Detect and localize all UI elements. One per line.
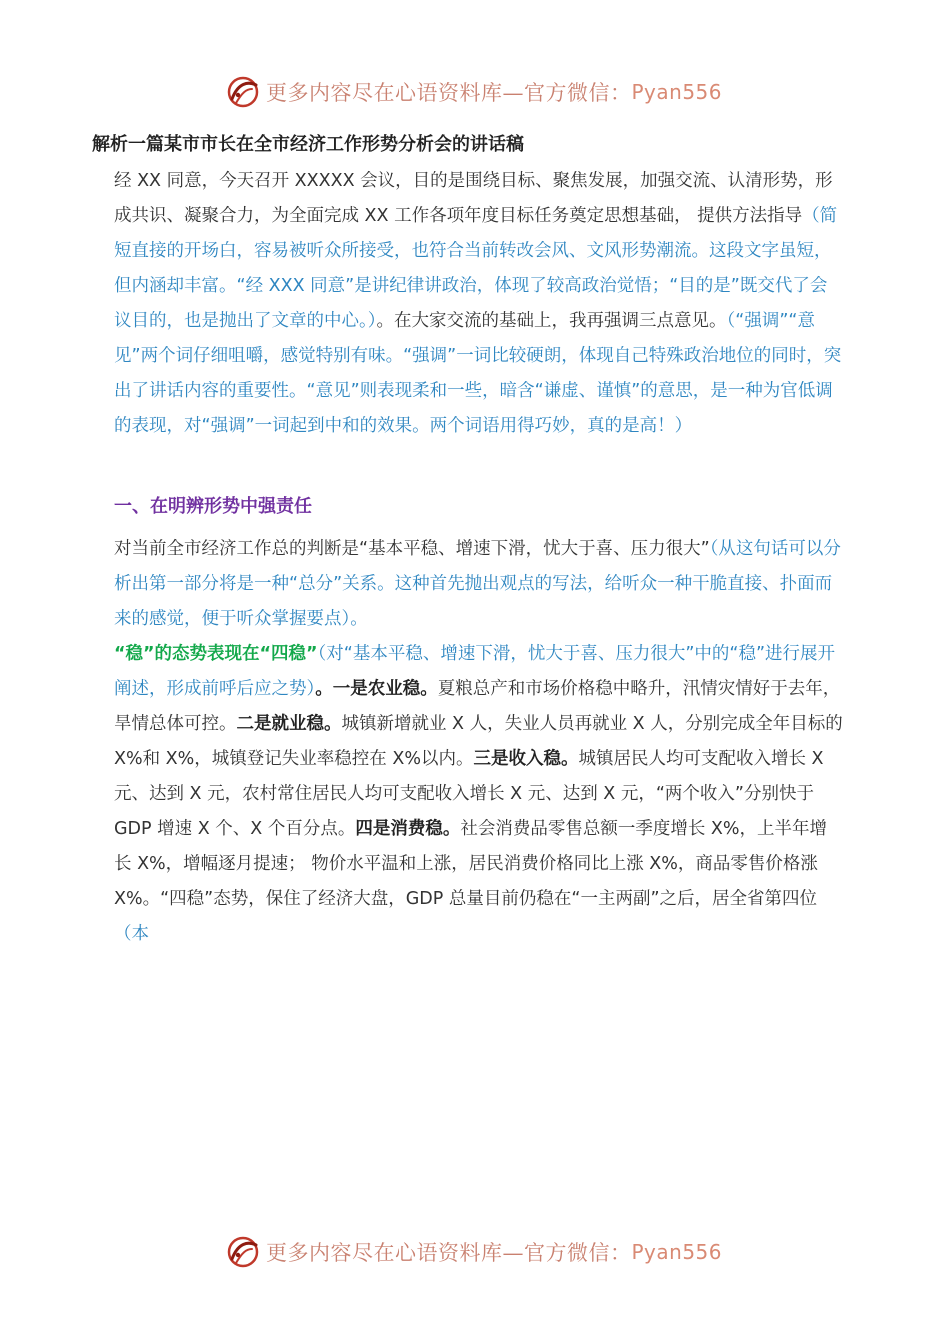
watermark-text: 更多内容尽在心语资料库—官方微信： bbox=[266, 1241, 632, 1265]
item-2-text: 城镇新增就业 X 人，失业人员再就业 X 人，分别完成全年目标的 X%和 X%，城镇登记失业率稳控在 X%以内。 bbox=[114, 714, 843, 769]
sub-heading: “稳”的态势表现在“四稳” bbox=[114, 644, 318, 664]
logo-icon bbox=[226, 75, 260, 109]
watermark-text: 更多内容尽在心语资料库—官方微信： bbox=[266, 81, 632, 105]
item-4-text: 社会消费品零售总额一季度增长 X%，上半年增长 X%，增幅逐月提速； 物价水平温和上涨，居民消费价格同比上涨 X%，商品零售价格涨 X%。“四稳”态势，保住了经济大盘，GDP 总量目前仍稳在“一主两副”之后，居全省第四位 bbox=[114, 819, 828, 909]
watermark-footer bbox=[226, 1235, 722, 1269]
intro-paragraph bbox=[114, 164, 844, 444]
intro-note-2: （“强调”“意见”两个词仔细咀嚼，感觉特别有味。“强调”一词比较硬朗，体现自己特殊政治地位的同时，突出了讲话内容的重要性。“意见”则表现柔和一些，暗含“谦虚、谨慎”的意思，是一种为官低调的表现，对“强调”一词起到中和的效果。两个词语用得巧妙，真的是高！） bbox=[114, 311, 842, 436]
section-heading: 一、在明辨形势中强责任 bbox=[114, 496, 312, 517]
watermark-id: Pyan556 bbox=[631, 80, 723, 104]
judgement-paragraph bbox=[114, 532, 844, 637]
sub-note: （对“基本平稳、增速下滑，忧大于喜、压力很大”中的“稳”进行展开阐述，形成前呼后应之势） bbox=[114, 644, 836, 699]
item-3-text: 城镇居民人均可支配收入增长 X 元、达到 X 元，农村常住居民人均可支配收入增长 X 元、达到 X 元，“两个收入”分别快于 GDP 增速 X 个、X 个百分点。 bbox=[114, 749, 824, 839]
watermark-header bbox=[226, 75, 722, 109]
separator: 。 bbox=[315, 679, 333, 699]
judgement-text: 对当前全市经济工作总的判断是“基本平稳、增速下滑，忧大于喜、压力很大” bbox=[114, 539, 710, 559]
intro-note-1: （简短直接的开场白，容易被听众所接受，也符合当前转改会风、文风形势潮流。这段文字虽短，但内涵却丰富。“经 XXX 同意”是讲纪律讲政治，体现了较高政治觉悟；“目的是”既交代了会议目的，也是抛出了文章的中心。） bbox=[114, 206, 838, 331]
item-3-label: 三是收入稳。 bbox=[473, 749, 579, 769]
item-4-label: 四是消费稳。 bbox=[355, 819, 461, 839]
logo-icon bbox=[226, 1235, 260, 1269]
document-title: 解析一篇某市市长在全市经济工作形势分析会的讲话稿 bbox=[92, 134, 524, 155]
watermark-id: Pyan556 bbox=[631, 1240, 723, 1264]
four-stable-paragraph bbox=[114, 637, 844, 952]
item-1-text: 夏粮总产和市场价格稳中略升，汛情灾情好于去年，旱情总体可控。 bbox=[114, 679, 841, 734]
intro-text-2: 。在大家交流的基础上，我再强调三点意见。 bbox=[376, 311, 727, 331]
intro-text-1: 经 XX 同意，今天召开 XXXXX 会议，目的是围绕目标、聚焦发展，加强交流、认清形势，形成共识、凝聚合力，为全面完成 XX 工作各项年度目标任务奠定思想基础， 提供方法指导 bbox=[114, 171, 833, 226]
item-2-label: 二是就业稳。 bbox=[236, 714, 342, 734]
tail-note: （本 bbox=[114, 924, 149, 944]
judgement-note: （从这句话可以分析出第一部分将是一种“总分”关系。这种首先抛出观点的写法，给听众一种干脆直接、扑面而来的感觉，便于听众掌握要点）。 bbox=[114, 539, 841, 629]
item-1-label: 一是农业稳。 bbox=[332, 679, 438, 699]
